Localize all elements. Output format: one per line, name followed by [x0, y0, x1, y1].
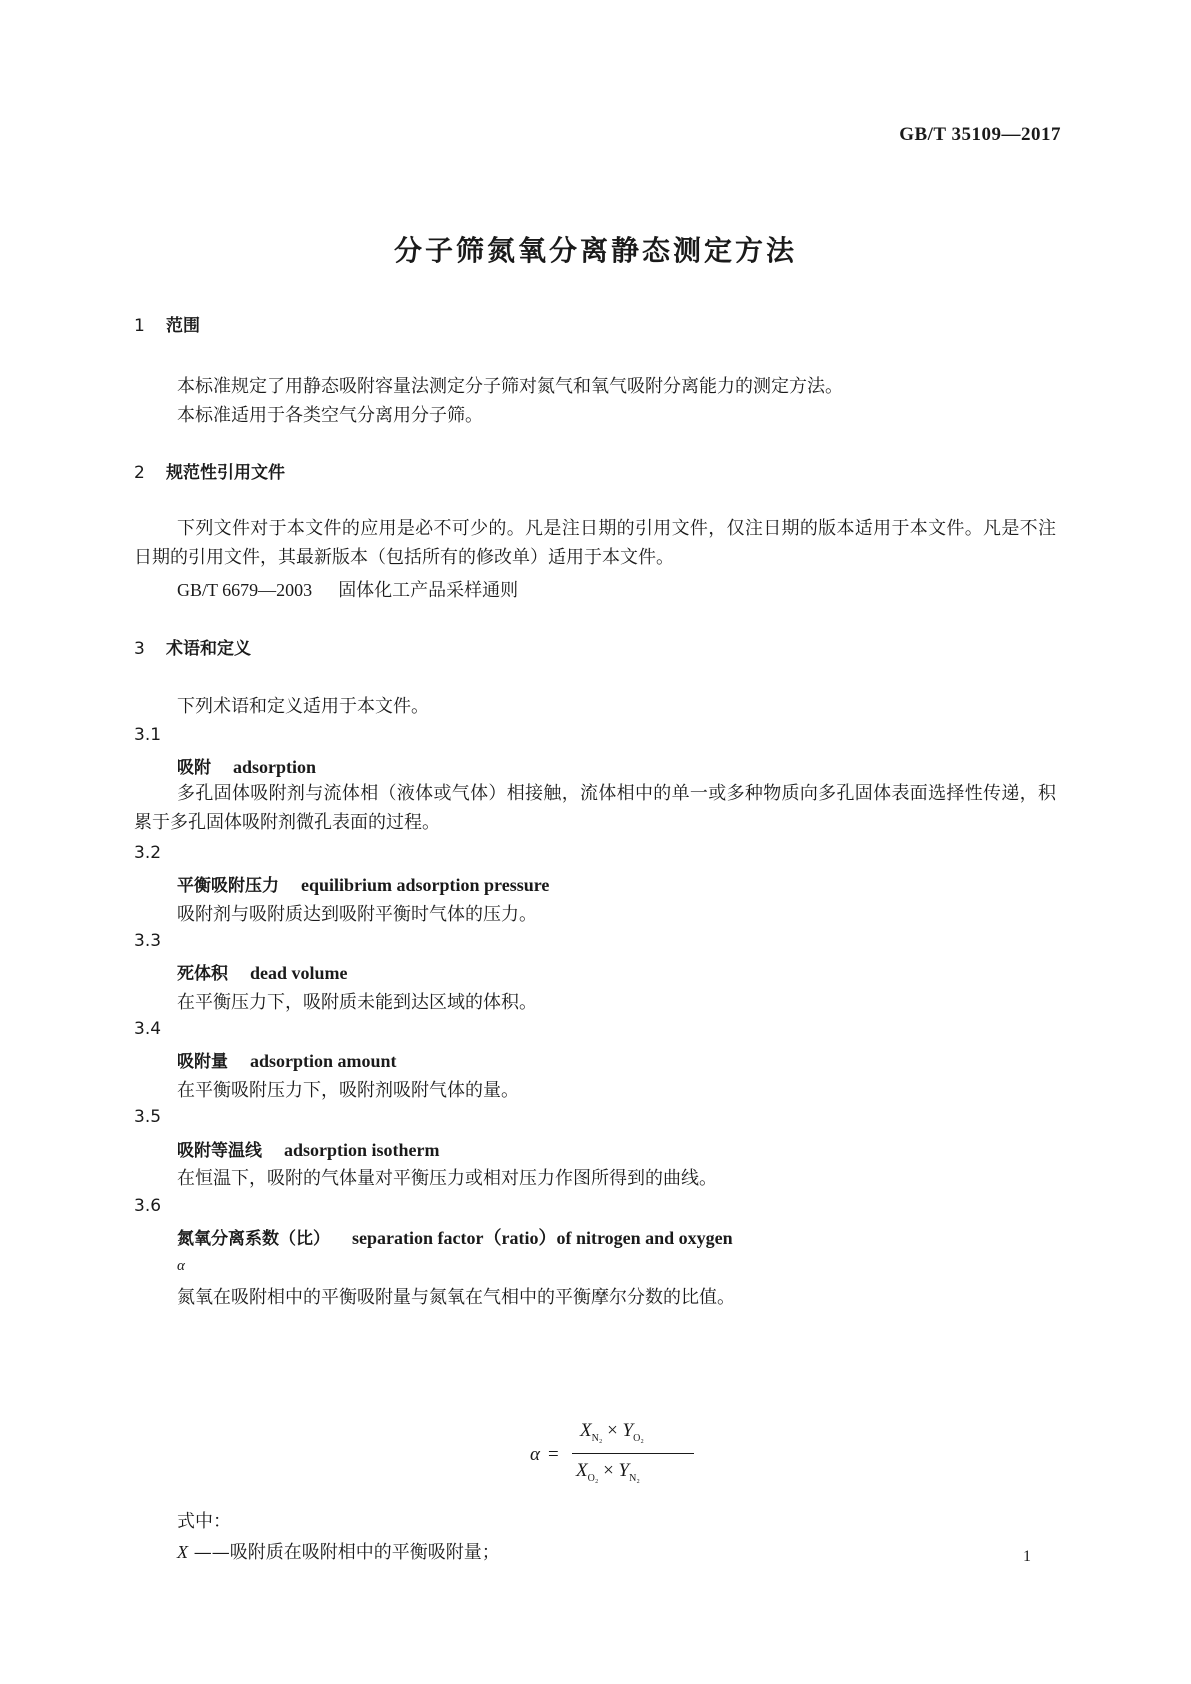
- where-desc: 吸附质在吸附相中的平衡吸附量；: [229, 1542, 500, 1563]
- document-title: 分子筛氮氧分离静态测定方法: [393, 234, 797, 267]
- term-heading: [177, 871, 549, 896]
- term-heading: [177, 1047, 397, 1072]
- term-definition: 氮氧在吸附相中的平衡吸附量与氮氧在气相中的平衡摩尔分数的比值。: [177, 1287, 735, 1308]
- term-symbol: α: [177, 1258, 185, 1274]
- term-heading: [177, 1224, 733, 1250]
- term-heading: [177, 753, 316, 778]
- term-number: 3.4: [134, 1019, 162, 1039]
- term-en: adsorption amount: [250, 1051, 397, 1071]
- term-number: 3.1: [134, 725, 162, 745]
- reference-entry: [177, 576, 518, 602]
- term-heading: [177, 959, 348, 984]
- term-number: 3.2: [134, 843, 162, 863]
- term-number: 3.5: [134, 1107, 162, 1127]
- section-title: 术语和定义: [166, 639, 251, 659]
- reference-title: 固体化工产品采样通则: [338, 580, 519, 601]
- page-number: 1: [1023, 1548, 1031, 1565]
- formula-equals: =: [548, 1444, 559, 1465]
- term-definition: 多孔固体吸附剂与流体相（液体或气体）相接触，流体相中的单一或多种物质向多孔固体表面选择性传递，积累于多孔固体吸附剂微孔表面的过程。: [134, 783, 1056, 833]
- term-zh: 死体积: [177, 964, 228, 984]
- where-symbol: X: [177, 1542, 188, 1562]
- term-en: dead volume: [250, 963, 348, 983]
- paragraph: 本标准适用于各类空气分离用分子筛。: [177, 405, 483, 426]
- term-definition: 在平衡吸附压力下，吸附剂吸附气体的量。: [177, 1080, 519, 1101]
- formula-denominator: $X_{O_2} \times Y_{N_2}$: [576, 1460, 640, 1484]
- standard-code: GB/T 35109—2017: [899, 124, 1061, 145]
- term-definition: 在平衡压力下，吸附质未能到达区域的体积。: [177, 992, 537, 1013]
- term-zh: 吸附: [177, 758, 211, 778]
- term-en: adsorption isotherm: [284, 1140, 440, 1160]
- term-en: equilibrium adsorption pressure: [301, 875, 550, 895]
- fraction-bar: [572, 1453, 694, 1454]
- paragraph: 本标准规定了用静态吸附容量法测定分子筛对氮气和氧气吸附分离能力的测定方法。: [177, 376, 843, 397]
- term-en: adsorption: [233, 757, 317, 777]
- term-number: 3.6: [134, 1196, 162, 1216]
- paragraph: 下列文件对于本文件的应用是必不可少的。凡是注日期的引用文件，仅注日期的版本适用于本文件。凡是不注日期的引用文件，其最新版本（包括所有的修改单）适用于本文件。: [134, 518, 1056, 568]
- paragraph: 下列术语和定义适用于本文件。: [177, 696, 429, 717]
- where-label: 式中：: [177, 1511, 231, 1532]
- section-2-heading: [134, 458, 285, 483]
- term-zh: 氮氧分离系数（比）: [177, 1229, 330, 1249]
- term-zh: 吸附等温线: [177, 1141, 262, 1161]
- reference-code: GB/T 6679—2003: [177, 580, 313, 600]
- term-heading: [177, 1136, 440, 1161]
- section-number: 3: [134, 639, 145, 659]
- section-3-heading: [134, 634, 251, 659]
- section-1-heading: [134, 311, 200, 336]
- term-number: 3.3: [134, 931, 162, 951]
- formula-numerator: $X_{N_2} \times Y_{O_2}$: [580, 1420, 644, 1444]
- term-zh: 吸附量: [177, 1052, 228, 1072]
- term-zh: 平衡吸附压力: [177, 876, 279, 896]
- where-item: [177, 1538, 500, 1564]
- term-definition: 在恒温下，吸附的气体量对平衡压力或相对压力作图所得到的曲线。: [177, 1168, 717, 1189]
- term-definition: 吸附剂与吸附质达到吸附平衡时气体的压力。: [177, 904, 537, 925]
- section-title: 范围: [166, 316, 200, 336]
- where-dash: ——: [193, 1542, 230, 1563]
- section-number: 2: [134, 463, 145, 483]
- section-title: 规范性引用文件: [166, 463, 285, 483]
- section-number: 1: [134, 316, 145, 336]
- term-en: separation factor（ratio）of nitrogen and oxygen: [352, 1228, 733, 1248]
- formula-lhs: α: [530, 1444, 540, 1465]
